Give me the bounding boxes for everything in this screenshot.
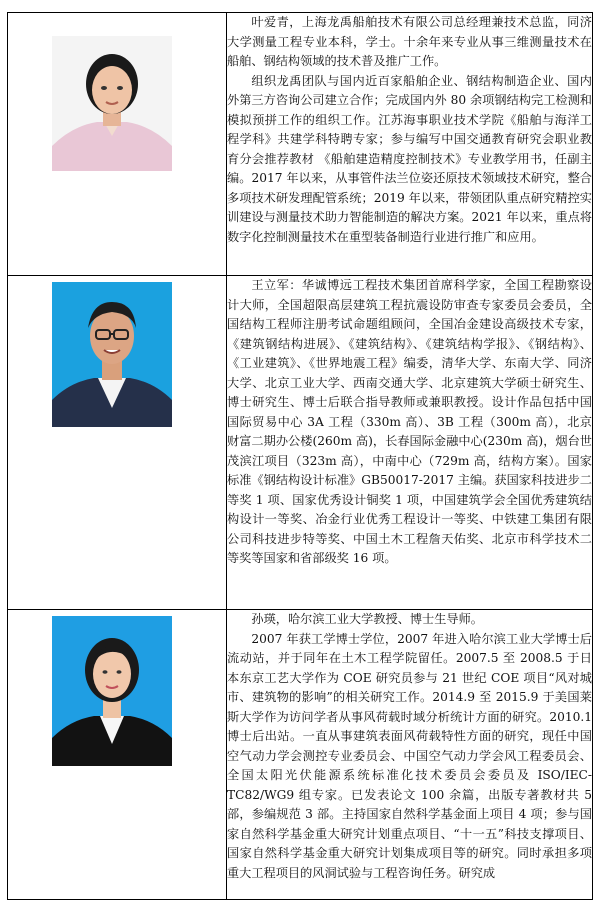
bio-paragraph: 2007 年获工学博士学位，2007 年进入哈尔滨工业大学博士后流动站，并于同年在土木工程学院留任。2007.5 至 2008.5 于日本东京工艺大学作为 COE 研究员参与 21 世纪 COE 项目“风对城市、建筑物的影响”的相关研究工作。2014.9 至 2015.9 于美国莱斯大学作为访问学者从事风荷载时域分析统计方面的研究。2010.1 博士后出站。一直从事建筑表面风荷载特性方面的研究，现任中国空气动力学会测控专业委员会、中国空气动力学会风工程委员会、全国太阳光伏能源系统标准化技术委员会委员及 ISO/IEC-TC82/WG9 组专家。已发表论文 100 余篇，出版专著教材共 5 部，参编规范 3 部。主持国家自然科学基金面上项目 4 项；参与国家自然科学基金重大研究计划重点项目、“十一五”科技支撑项目、国家自然科学基金重大研究计划集成项目等的研究。同时承担多项重大工程项目的风洞试验与工程咨询任务。研究成 <box>227 631 592 880</box>
portrait-photo-sun <box>52 616 172 766</box>
bio-text-cell <box>227 610 593 900</box>
bio-text-cell <box>227 13 593 276</box>
bio-paragraph: 王立军：华诚博远工程技术集团首席科学家，全国工程勘察设计大师，全国超限高层建筑工程抗震设防审查专家委员会委员，全国结构工程师注册考试命题组顾问，全国冶金建设高级技术专家，《建筑钢结构进展》、《建筑结构》、《建筑结构学报》、《钢结构》、《工业建筑》、《世界地震工程》编委，清华大学、东南大学、同济大学、北京工业大学、西南交通大学、北京建筑大学硕士研究生、博士研究生、博士后联合指导教师或兼职教授。设计作品包括中国国际贸易中心 3A 工程（330m 高）、3B 工程（300m 高），北京财富二期办公楼(260m 高)，长春国际金融中心(230m 高)，烟台世茂滨江项目（323m 高），中南中心（729m 高，结构方案）。国家标准《钢结构设计标准》GB50017-2017 主编。获国家科技进步二等奖 1 项、国家优秀设计铜奖 1 项，中国建筑学会全国优秀建筑结构设计一等奖、冶金行业优秀工程设计一等奖、中铁建工集团有限公司科技进步特等奖、中国土木工程詹天佑奖、北京市科学技术二等奖等国家和省部级奖 16 项。 <box>227 278 592 565</box>
bio-row <box>8 610 593 900</box>
bio-table <box>7 12 593 900</box>
bio-paragraph: 孙瑛，哈尔滨工业大学教授、博士生导师。 <box>251 612 483 626</box>
bio-row <box>8 13 593 276</box>
photo-cell <box>8 276 227 610</box>
portrait-photo-ye <box>52 36 172 171</box>
portrait-photo-wang <box>52 282 172 427</box>
bio-paragraph: 组织龙禹团队与国内近百家船舶企业、钢结构制造企业、国内外第三方咨询公司建立合作；完成国内外 80 余项钢结构完工检测和模拟预拼工作的组织工作。江苏海事职业技术学院《船舶与海洋工程学科》共建学科特聘专家；参与编写中国交通教育研究会职业教育分会推荐教材 《船舶建造精度控制技术》专业教学用书，任副主编。2017 年以来，从事管件法兰位姿还原技术领域技术研究，整合多项技术研发理配管系统；2019 年以来，带领团队重点研究精控实训建设与测量技术助力智能制造的解决方案。2021 年以来，重点将数字化控制测量技术在重型装备制造行业进行推广和应用。 <box>227 73 592 244</box>
photo-cell <box>8 13 227 276</box>
photo-cell <box>8 610 227 900</box>
bio-text-cell <box>227 276 593 610</box>
bio-paragraph: 叶爱青，上海龙禹船舶技术有限公司总经理兼技术总监，同济大学测量工程专业本科，学士。十余年来专业从事三维测量技术在船舶、钢结构领域的技术普及推广工作。 <box>227 15 592 68</box>
bio-row <box>8 276 593 610</box>
